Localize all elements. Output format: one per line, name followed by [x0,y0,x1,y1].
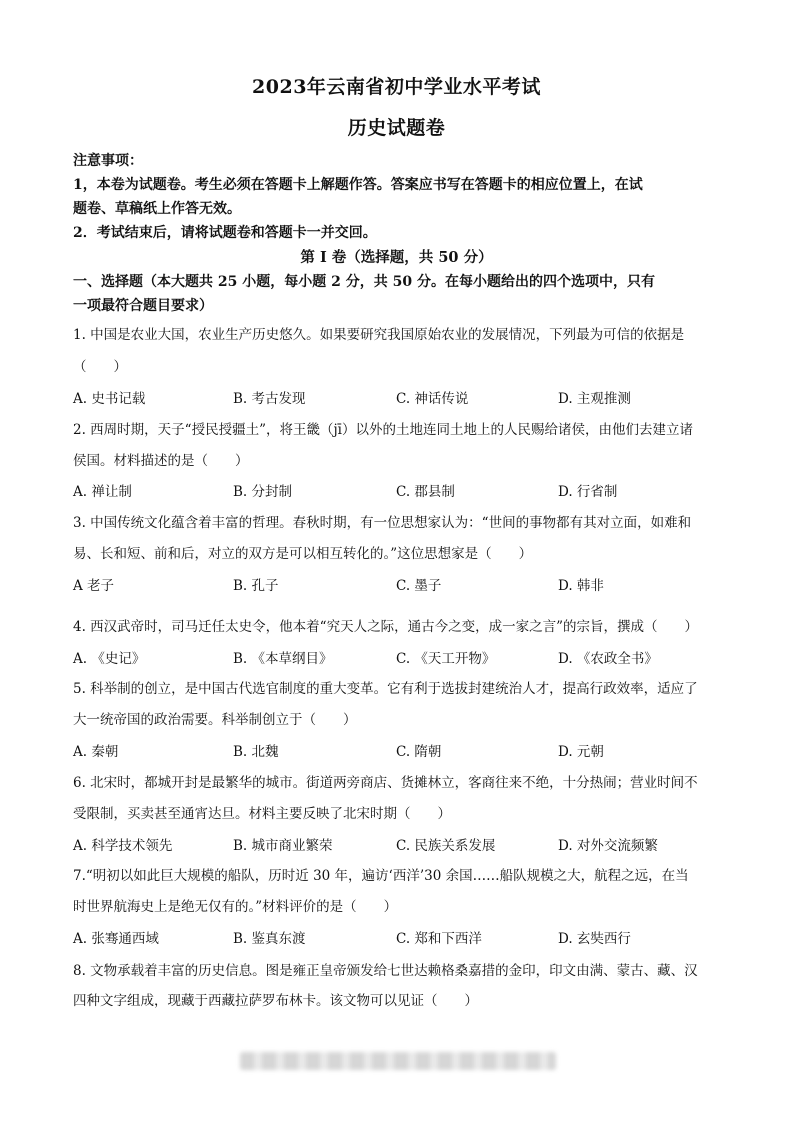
question-5-option-b: B. 北魏 [233,744,279,760]
question-5-option-a: A. 秦朝 [73,744,119,760]
question-7-option-d: D. 玄奘西行 [558,931,631,947]
notice-item-2: 2．考试结束后，请将试题卷和答题卡一并交回。 [73,225,377,241]
question-2-option-a: A. 禅让制 [73,484,132,500]
question-6-option-d: D. 对外交流频繁 [558,838,658,854]
question-7-option-c: C. 郑和下西洋 [396,931,482,947]
question-4-option-c: C. 《天工开物》 [396,651,496,667]
question-2-line-2: 侯国。材料描述的是（ ） [73,453,249,469]
question-3-line-1: 3. 中国传统文化蕴含着丰富的哲理。春秋时期，有一位思想家认为：“世间的事物都有其对立面，如难和 [73,515,692,531]
notice-heading: 注意事项： [73,153,143,169]
question-1-line-1: 1. 中国是农业大国，农业生产历史悠久。如果要研究我国原始农业的发展情况，下列最为可信的依据是 [73,327,685,343]
notice-item-1-line-1: 1，本卷为试题卷。考生必须在答题卡上解题作答。答案应书写在答题卡的相应位置上，在试 [73,177,643,193]
question-5-line-1: 5. 科举制的创立，是中国古代选官制度的重大变革。它有利于选拔封建统治人才，提高行政效率，适应了 [73,681,698,697]
question-4-option-a: A. 《史记》 [73,651,146,667]
question-7-option-b: B. 鉴真东渡 [233,931,306,947]
question-2-option-c: C. 郡县制 [396,484,455,500]
question-3-option-d: D. 韩非 [558,578,604,594]
exam-title: 2023年云南省初中学业水平考试 [252,76,541,98]
question-3-option-b: B. 孔子 [233,578,279,594]
question-5-option-c: C. 隋朝 [396,744,442,760]
question-3-option-a: A 老子 [73,578,115,594]
question-1-option-c: C. 神话传说 [396,391,469,407]
question-2-option-b: B. 分封制 [233,484,293,500]
question-3-option-c: C. 墨子 [396,578,442,594]
question-3-line-2: 易、长和短、前和后，对立的双方是可以相互转化的。”这位思想家是（ ） [73,546,533,562]
question-1-option-a: A. 史书记载 [73,391,146,407]
question-6-line-2: 受限制，买卖甚至通宵达旦。材料主要反映了北宋时期（ ） [73,806,451,822]
question-7-option-a: A. 张骞通西域 [73,931,159,947]
question-5-line-2: 大一统帝国的政治需要。科举制创立于（ ） [73,712,357,728]
question-1-line-2: （ ） [73,359,127,375]
question-5-option-d: D. 元朝 [558,744,604,760]
exam-subtitle: 历史试题卷 [347,117,446,139]
question-4-line-1: 4. 西汉武帝时，司马迁任太史令，他本着“究天人之际，通古今之变，成一家之言”的宗旨，撰成（ ） [73,619,698,635]
question-2-line-1: 2. 西周时期，天子“授民授疆土”，将王畿（jī）以外的土地连同土地上的人民赐给诸侯，由他们去建立诸 [73,422,693,438]
question-7-line-2: 时世界航海史上是绝无仅有的。”材料评价的是（ ） [73,899,398,915]
question-7-line-1: 7.“明初以如此巨大规模的船队，历时近 30 年，遍访‘西洋’30 余国……船队规模之大，航程之远，在当 [73,868,689,884]
question-2-option-d: D. 行省制 [558,484,618,500]
question-4-option-d: D. 《农政全书》 [558,651,658,667]
question-6-line-1: 6. 北宋时，都城开封是最繁华的城市。街道两旁商店、货摊林立，客商往来不绝，十分热闹；营业时间不 [73,775,698,791]
question-6-option-b: B. 城市商业繁荣 [233,838,333,854]
question-1-option-d: D. 主观推测 [558,391,631,407]
question-8-line-1: 8. 文物承载着丰富的历史信息。图是雍正皇帝颁发给七世达赖格桑嘉措的金印，印文由满、蒙古、藏、汉 [73,963,698,979]
question-6-option-a: A. 科学技术领先 [73,838,173,854]
blurred-watermark [240,1052,556,1070]
section-instructions-line-2: 一项最符合题目要求） [73,298,213,314]
section-instructions-line-1: 一、选择题（本大题共 25 小题，每小题 2 分，共 50 分。在每小题给出的四个选项中，只有 [73,274,655,290]
question-4-option-b: B. 《本草纲目》 [233,651,333,667]
question-6-option-c: C. 民族关系发展 [396,838,496,854]
question-8-line-2: 四种文字组成，现藏于西藏拉萨罗布林卡。该文物可以见证（ ） [73,993,478,1009]
notice-item-1-line-2: 题卷、草稿纸上作答无效。 [73,201,241,217]
question-1-option-b: B. 考古发现 [233,391,306,407]
section-title: 第 I 卷（选择题，共 50 分） [300,249,493,266]
